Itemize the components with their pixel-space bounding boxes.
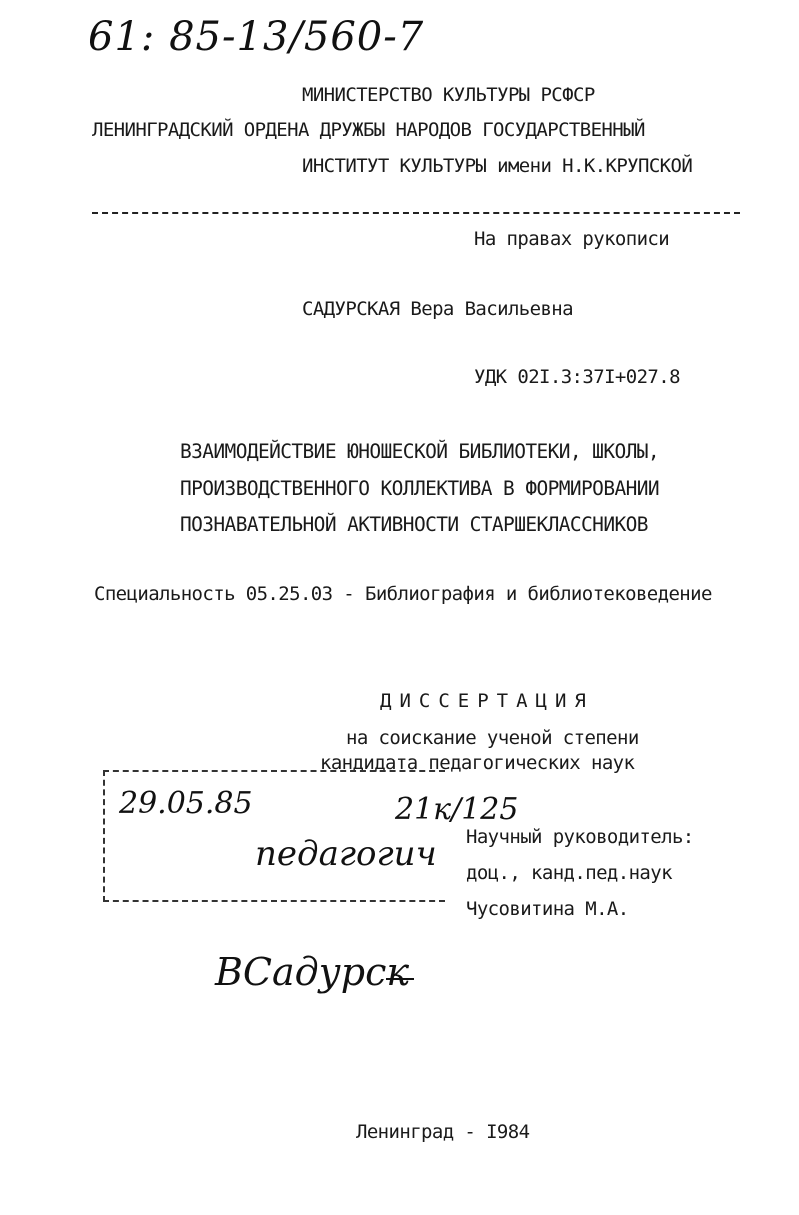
stamp-field: педагогич: [255, 834, 437, 874]
author-name: САДУРСКАЯ Вера Васильевна: [302, 298, 573, 320]
institute-line-2: ИНСТИТУТ КУЛЬТУРЫ имени Н.К.КРУПСКОЙ: [302, 155, 693, 177]
udc-code: УДК 02I.3:37I+027.8: [474, 366, 680, 388]
manuscript-note: На правах рукописи: [474, 228, 670, 250]
archive-number: 61: 85-13/560-7: [88, 14, 425, 60]
degree-line-1: на соискание ученой степени: [346, 727, 639, 749]
supervisor-degree: доц., канд.пед.наук: [466, 862, 672, 884]
header-divider: [92, 212, 740, 214]
stamp-number: 21к/125: [395, 792, 519, 827]
specialty: Специальность 05.25.03 - Библиография и библиотековедение: [94, 583, 712, 605]
supervisor-name: Чусовитина М.А.: [466, 898, 629, 920]
degree-line-2: кандидата педагогических наук: [320, 752, 635, 774]
author-signature: ВСадурск: [215, 950, 410, 994]
stamp-date: 29.05.85: [119, 786, 253, 821]
place-year: Ленинград - I984: [356, 1121, 530, 1143]
library-stamp: [103, 770, 519, 902]
supervisor-label: Научный руководитель:: [466, 826, 694, 848]
title-line-1: ВЗАИМОДЕЙСТВИЕ ЮНОШЕСКОЙ БИБЛИОТЕКИ, ШКОЛЫ,: [180, 440, 660, 463]
signature-dash: [386, 978, 414, 980]
title-line-3: ПОЗНАВАТЕЛЬНОЙ АКТИВНОСТИ СТАРШЕКЛАССНИКОВ: [180, 513, 648, 536]
institute-line-1: ЛЕНИНГРАДСКИЙ ОРДЕНА ДРУЖБЫ НАРОДОВ ГОСУДАРСТВЕННЫЙ: [92, 119, 645, 141]
title-line-2: ПРОИЗВОДСТВЕННОГО КОЛЛЕКТИВА В ФОРМИРОВАНИИ: [180, 477, 660, 500]
ministry-line: МИНИСТЕРСТВО КУЛЬТУРЫ РСФСР: [302, 84, 595, 106]
dissertation-heading: ДИССЕРТАЦИЯ: [380, 690, 594, 712]
